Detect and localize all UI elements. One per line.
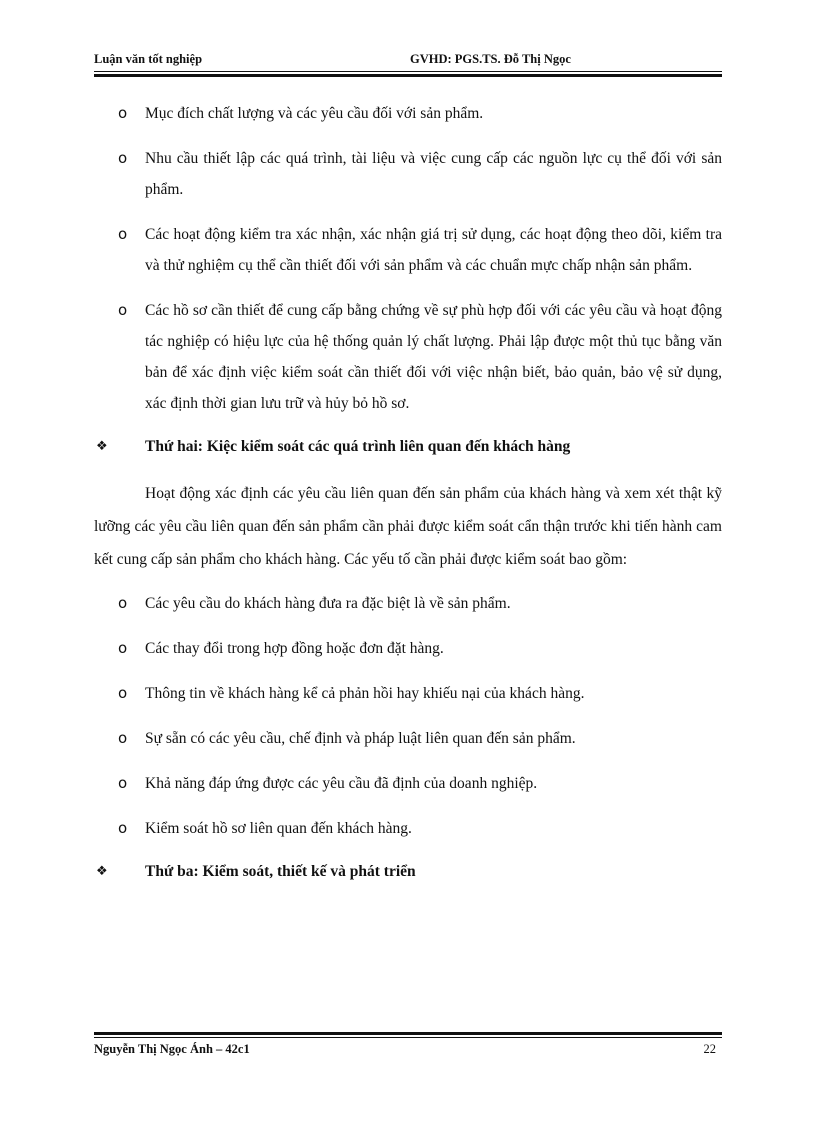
list-item bbox=[94, 588, 722, 619]
bullet-marker: o bbox=[118, 301, 128, 319]
footer-rule-thin bbox=[94, 1037, 722, 1038]
list-item bbox=[94, 678, 722, 709]
body-paragraph: Hoạt động xác định các yêu cầu liên quan đến sản phẩm của khách hàng và xem xét thật kỹ lưỡng các yêu cầu liên quan đến sản phẩm cần phải được kiểm soát cẩn thận trước khi tiến hành cam kết cung cấp sản phẩm cho khách hàng. Các yếu tố cần phải được kiểm soát bao gồm: bbox=[94, 485, 722, 568]
bullet-marker: o bbox=[118, 729, 128, 747]
page-header bbox=[94, 52, 722, 70]
list-item-text: Nhu cầu thiết lập các quá trình, tài liệu và việc cung cấp các nguồn lực cụ thể đối với sản phẩm. bbox=[145, 150, 722, 198]
list-item bbox=[94, 98, 722, 129]
bullet-marker: o bbox=[118, 225, 128, 243]
section-heading-text: Thứ hai: Kiệc kiểm soát các quá trình liên quan đến khách hàng bbox=[145, 438, 571, 455]
list-item bbox=[94, 768, 722, 799]
list-item-text: Mục đích chất lượng và các yêu cầu đối với sản phẩm. bbox=[145, 105, 484, 122]
bullet-marker: o bbox=[118, 684, 128, 702]
header-rule-thick bbox=[94, 74, 722, 77]
list-item bbox=[94, 295, 722, 419]
list-item-text: Thông tin về khách hàng kể cả phản hồi hay khiếu nại của khách hàng. bbox=[145, 685, 585, 702]
list-item-text: Các hoạt động kiểm tra xác nhận, xác nhận giá trị sử dụng, các hoạt động theo dõi, kiểm tra và thử nghiệm cụ thể cần thiết đối với sản phẩm và các chuẩn mực chấp nhận sản phẩm. bbox=[145, 226, 722, 274]
section-heading-3 bbox=[94, 858, 722, 886]
section-heading-2 bbox=[94, 433, 722, 461]
bullet-marker: o bbox=[118, 104, 128, 122]
bullet-marker: o bbox=[118, 774, 128, 792]
list-item bbox=[94, 219, 722, 281]
page-number: 22 bbox=[703, 1042, 716, 1056]
header-thesis-label: Luận văn tốt nghiệp bbox=[94, 52, 203, 66]
list-item bbox=[94, 633, 722, 664]
bullet-marker: o bbox=[118, 819, 128, 837]
list-item-text: Các yêu cầu do khách hàng đưa ra đặc biệt là về sản phẩm. bbox=[145, 595, 511, 612]
list-item bbox=[94, 143, 722, 205]
list-item-text: Các hồ sơ cần thiết để cung cấp bằng chứng về sự phù hợp đối với các yêu cầu và hoạt động tác nghiệp có hiệu lực của hệ thống quản lý chất lượng. Phải lập được một thủ tục bằng văn bản để xác định việc kiểm soát cần thiết đối với việc nhận biết, bảo quản, bảo vệ sử dụng, xác định thời gian lưu trữ và hủy bỏ hồ sơ. bbox=[145, 302, 722, 412]
footer-author: Nguyễn Thị Ngọc Ánh – 42c1 bbox=[94, 1042, 250, 1056]
bullet-marker: o bbox=[118, 594, 128, 612]
diamond-bullet-icon: ❖ bbox=[96, 439, 108, 454]
diamond-bullet-icon: ❖ bbox=[96, 864, 108, 879]
page-footer bbox=[94, 1042, 722, 1060]
header-rule-thin bbox=[94, 71, 722, 72]
list-item-text: Kiểm soát hồ sơ liên quan đến khách hàng. bbox=[145, 820, 412, 837]
footer-rule-thick bbox=[94, 1032, 722, 1035]
bullet-marker: o bbox=[118, 149, 128, 167]
list-item-text: Các thay đổi trong hợp đồng hoặc đơn đặt hàng. bbox=[145, 640, 444, 657]
list-item-text: Sự sẵn có các yêu cầu, chế định và pháp luật liên quan đến sản phẩm. bbox=[145, 730, 576, 747]
bullet-marker: o bbox=[118, 639, 128, 657]
list-item bbox=[94, 813, 722, 844]
page-body bbox=[94, 98, 722, 902]
header-advisor-label: GVHD: PGS.TS. Đỗ Thị Ngọc bbox=[410, 52, 571, 66]
section-heading-text: Thứ ba: Kiểm soát, thiết kế và phát triển bbox=[145, 863, 416, 880]
list-item-text: Khả năng đáp ứng được các yêu cầu đã định của doanh nghiệp. bbox=[145, 775, 538, 792]
list-item bbox=[94, 723, 722, 754]
